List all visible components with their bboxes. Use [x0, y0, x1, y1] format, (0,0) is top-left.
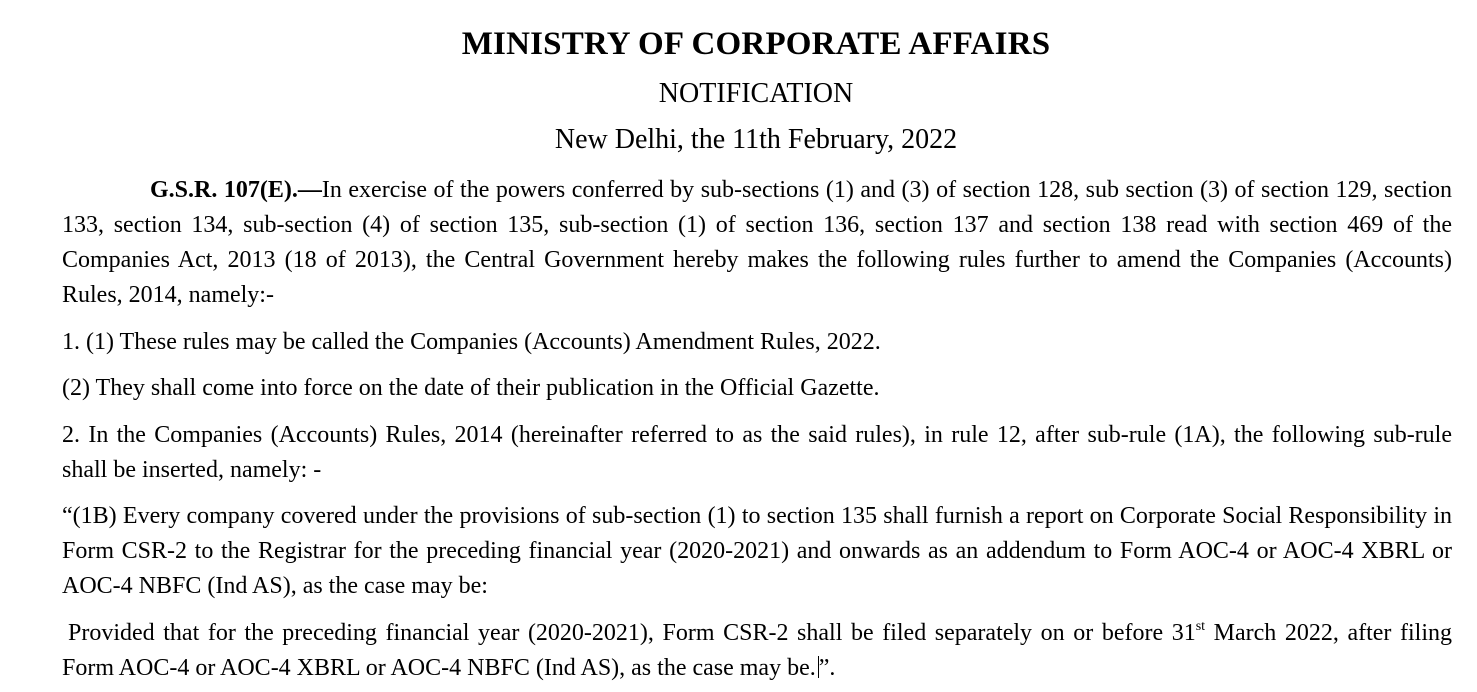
- preamble-text: In exercise of the powers conferred by sub-sections (1) and (3) of section 128, sub section (3) of section 129, section 133, section 134, sub-section (4) of section 135, sub-section (1) of section 136, section 137 and section 138 read with section 469 of the Companies Act, 2013 (18 of 2013), the Central Government hereby makes the following rules further to amend the Companies (Accounts) Rules, 2014, namely:-: [62, 177, 1453, 308]
- proviso-text-part2: March 2022, after filing Form AOC-4 or AOC-4 XBRL or AOC-4 NBFC (Ind AS), as the case may be.: [62, 620, 1452, 681]
- rule-1-2: (2) They shall come into force on the date of their publication in the Official Gazette.: [62, 375, 880, 401]
- gsr-reference: G.S.R. 107(E).—: [150, 177, 322, 203]
- rule-1-1: 1. (1) These rules may be called the Companies (Accounts) Amendment Rules, 2022.: [62, 329, 881, 355]
- closing-quote: ”.: [818, 655, 836, 681]
- notification-heading: NOTIFICATION: [658, 78, 854, 109]
- proviso-text-part1: Provided that for the preceding financial year (2020-2021), Form CSR-2 shall be filed separately on or before 31: [68, 620, 1196, 646]
- ordinal-superscript: st: [1195, 619, 1206, 634]
- proviso-paragraph: [62, 616, 1452, 686]
- ministry-title: MINISTRY OF CORPORATE AFFAIRS: [461, 26, 1051, 62]
- preamble-paragraph: [62, 173, 1452, 313]
- rule-2: 2. In the Companies (Accounts) Rules, 2014 (hereinafter referred to as the said rules), in rule 12, after sub-rule (1A), the following sub-rule shall be inserted, namely: -: [62, 422, 1452, 483]
- dateline: New Delhi, the 11th February, 2022: [554, 124, 958, 155]
- subrule-1b: “(1B) Every company covered under the provisions of sub-section (1) to section 135 shall furnish a report on Corporate Social Responsibility in Form CSR-2 to the Registrar for the preceding financial year (2020-2021) and onwards as an addendum to Form AOC-4 or AOC-4 XBRL or AOC-4 NBFC (Ind AS), as the case may be:: [62, 503, 1452, 599]
